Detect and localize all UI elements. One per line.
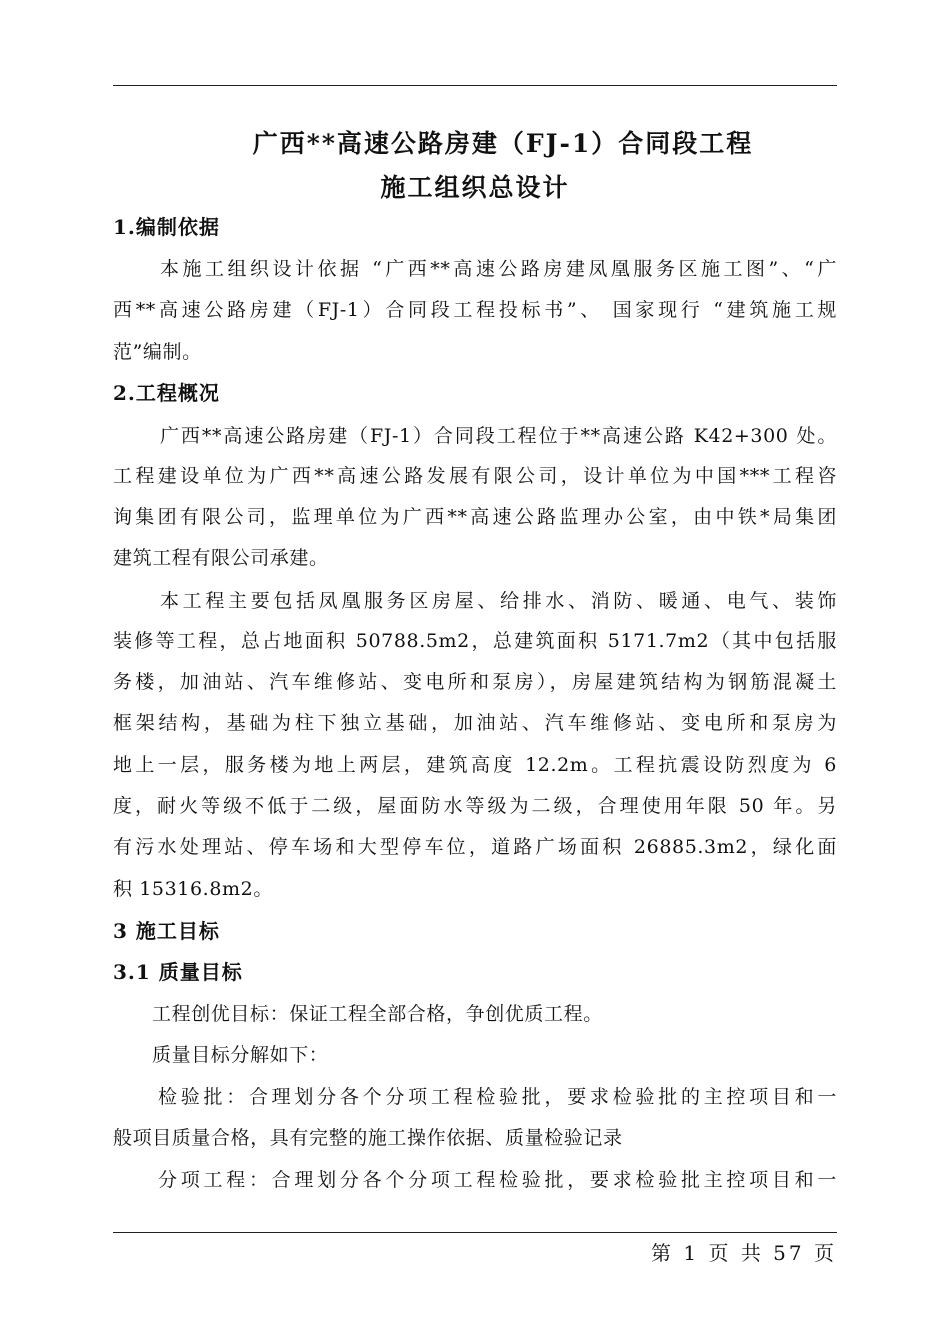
paragraph-line: 地上一层，服务楼为地上两层，建筑高度 12.2m。工程抗震设防烈度为 6 (113, 754, 837, 776)
paragraph-line: 广西**高速公路房建（FJ-1）合同段工程位于**高速公路 K42+300 处。 (160, 425, 837, 447)
document-title-line1: 广西**高速公路房建（FJ-1）合同段工程 (252, 129, 754, 158)
paragraph-line: 范”编制。 (113, 341, 202, 363)
section-3-heading: 3 施工目标 (113, 919, 220, 943)
paragraph-line: 建筑工程有限公司承建。 (113, 547, 329, 569)
paragraph-line: 检验批：合理划分各个分项工程检验批，要求检验批的主控项目和一 (158, 1086, 837, 1108)
paragraph-line: 西**高速公路房建（FJ-1）合同段工程投标书”、 国家现行 “建筑施工规 (113, 299, 837, 321)
section-2-heading: 2.工程概况 (113, 381, 220, 405)
section-3-1-heading: 3.1 质量目标 (113, 960, 243, 984)
paragraph-line: 装修等工程，总占地面积 50788.5m2，总建筑面积 5171.7m2（其中包括服 (113, 630, 837, 652)
paragraph-line: 般项目质量合格，具有完整的施工操作依据、质量检验记录 (113, 1127, 623, 1149)
paragraph-line: 积 15316.8m2。 (113, 878, 273, 900)
paragraph-line: 本工程主要包括凤凰服务区房屋、给排水、消防、暖通、电气、装饰 (160, 590, 837, 612)
header-rule (113, 85, 837, 86)
page-number: 第 1 页 共 57 页 (651, 1241, 837, 1265)
paragraph-line: 本施工组织设计依据 “广西**高速公路房建凤凰服务区施工图”、“广 (160, 258, 837, 280)
paragraph-line: 务楼，加油站、汽车维修站、变电所和泵房），房屋建筑结构为钢筋混凝土 (113, 671, 837, 693)
paragraph-line: 工程创优目标：保证工程全部合格，争创优质工程。 (152, 1003, 603, 1025)
footer-rule (113, 1232, 837, 1233)
paragraph-line: 框架结构，基础为柱下独立基础，加油站、汽车维修站、变电所和泵房为 (113, 712, 837, 734)
paragraph-line: 质量目标分解如下： (152, 1044, 329, 1066)
paragraph-line: 度，耐火等级不低于二级，屋面防水等级为二级，合理使用年限 50 年。另 (113, 795, 837, 817)
document-title-line2: 施工组织总设计 (380, 173, 570, 202)
paragraph-line: 分项工程：合理划分各个分项工程检验批，要求检验批主控项目和一 (158, 1169, 837, 1191)
section-1-heading: 1.编制依据 (113, 215, 220, 239)
paragraph-line: 工程建设单位为广西**高速公路发展有限公司，设计单位为中国***工程咨 (113, 465, 837, 487)
paragraph-line: 询集团有限公司，监理单位为广西**高速公路监理办公室，由中铁*局集团 (113, 506, 837, 528)
paragraph-line: 有污水处理站、停车场和大型停车位，道路广场面积 26885.3m2，绿化面 (113, 836, 837, 858)
